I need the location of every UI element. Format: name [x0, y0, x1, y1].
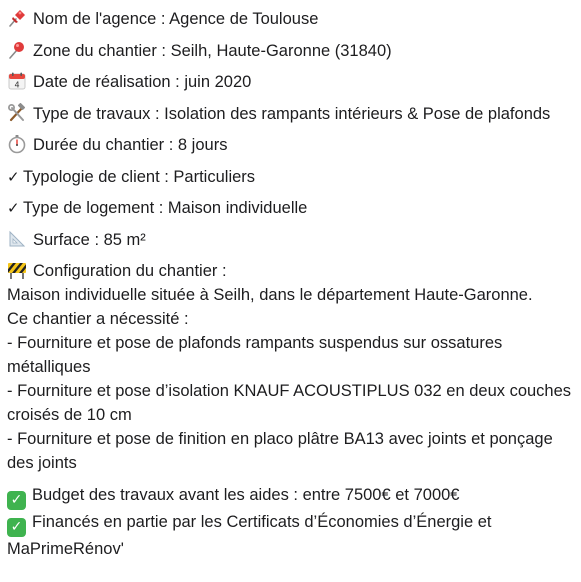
funding-text: Financés en partie par les Certificats d’Économies d’Énergie et MaPrimeRénov'	[7, 512, 492, 558]
budget-line	[7, 483, 577, 510]
agency-name-text: Nom de l'agence : Agence de Toulouse	[33, 10, 319, 28]
configuration-heading-line	[7, 259, 577, 283]
check-mark-icon: ✓	[7, 167, 20, 186]
agency-name-line	[7, 7, 577, 31]
pushpin-icon	[7, 8, 27, 28]
housing-type-line	[7, 196, 577, 220]
check-mark-icon: ✓	[7, 199, 20, 217]
budget-text: Budget des travaux avant les aides : entre 7500€ et 7000€	[32, 485, 460, 504]
completion-date-line	[7, 70, 577, 94]
client-type-text: Typologie de client : Particuliers	[23, 167, 256, 186]
surface-line	[7, 228, 577, 252]
hammer-and-wrench-icon	[7, 103, 27, 123]
client-type-line	[7, 165, 577, 189]
white-check-mark-icon: ✓	[7, 518, 26, 537]
duration-line	[7, 133, 577, 157]
svg-text:4: 4	[14, 80, 20, 90]
construction-icon	[7, 260, 27, 280]
site-zone-text: Zone du chantier : Seilh, Haute-Garonne (31840)	[33, 41, 392, 60]
site-zone-line	[7, 39, 577, 63]
surface-text: Surface : 85 m²	[33, 230, 146, 249]
configuration-paragraph-line: - Fourniture et pose de plafonds rampants suspendus sur ossatures métalliques	[7, 334, 503, 376]
configuration-paragraph-line: Ce chantier a nécessité :	[7, 310, 189, 328]
completion-date-text: Date de réalisation : juin 2020	[33, 73, 252, 91]
stopwatch-icon	[7, 134, 27, 154]
configuration-paragraph-line: - Fourniture et pose de finition en placo plâtre BA13 avec joints et ponçage des joints	[7, 430, 553, 472]
triangular-ruler-icon	[7, 229, 27, 249]
funding-line	[7, 510, 577, 561]
work-type-line	[7, 102, 577, 126]
calendar-icon	[7, 71, 27, 91]
work-type-text: Type de travaux : Isolation des rampants intérieurs & Pose de plafonds	[33, 104, 551, 123]
configuration-paragraph-line: Maison individuelle située à Seilh, dans le département Haute-Garonne.	[7, 286, 533, 304]
configuration-paragraph-line: - Fourniture et pose d’isolation KNAUF ACOUSTIPLUS 032 en deux couches croisés de 10 cm	[7, 382, 572, 424]
configuration-heading-text: Configuration du chantier :	[33, 262, 227, 280]
housing-type-text: Type de logement : Maison individuelle	[23, 199, 308, 217]
duration-text: Durée du chantier : 8 jours	[33, 136, 228, 154]
white-check-mark-icon: ✓	[7, 491, 26, 510]
round-pushpin-icon	[7, 40, 27, 60]
